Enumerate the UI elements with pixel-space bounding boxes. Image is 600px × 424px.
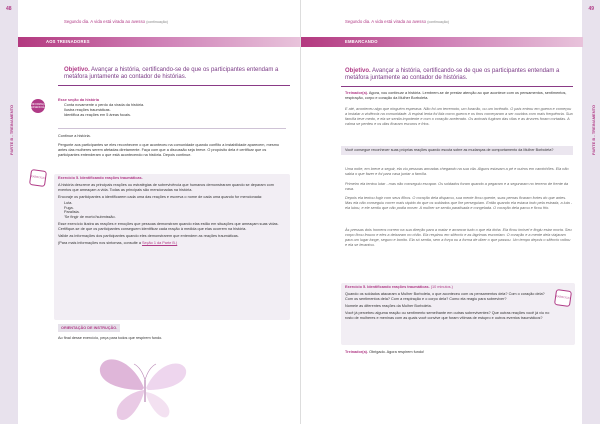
left-sidebar (0, 0, 18, 424)
guidance-chip: ORIENTAÇÃO DE INSTRUÇÃO. (58, 324, 120, 332)
left-page-number: 48 (6, 6, 12, 12)
key-info-block: Esse seção da história Conta novamente o perdo da virada da história. Ilustra reações traumáticas. Identifica as reações em 5 áreas focais. (58, 98, 145, 117)
left-side-label: PARTE B - TREINAMENTO (9, 104, 14, 155)
story-paragraph-1: E até, aconteceu algo que ninguém esperava. Não foi um terremoto, um furacão, ou um incêndio. O país entrou em guerra e começou a instalar a violência na comunidade. A espiral lenta foi lida como guerra e os tiros começaram a ser ouvidos com mais frequência. Sua família teve medo, e ela se sentia impotente e com o coração acelerado. Os animais fugiram das vilas e as árvores foram cortadas. A calma se perdeu e os dias ficaram escuros e frios. (345, 107, 573, 126)
right-band: EMBARCANDO (301, 37, 583, 47)
right-page-number: 49 (588, 6, 594, 12)
right-exercise-content: Exercício 5. Identificando reações traumáticas. (10 minutos.) Quando os soldados atacaram a Mulher Borboleta, o que aconteceu com os pensamentos dela? Com o coração dela? Com os sentimentos dela? Com a respiração e o corpo dela? Como ela reagiu para sobreviver? Nomeie as diferentes reações da Mulher Borboleta. Você já percebeu alguma reação ou sentimento semelhante em outras sobreviventes? Que outras reações você já viu no rosto de mulheres e meninas com as quais você convive que foram vítimas de estupro e outros eventos traumáticos? (345, 285, 550, 320)
right-page (300, 0, 600, 424)
left-objective-rule (58, 85, 290, 86)
left-paragraph-2: Pergunte aos participantes se eles reconhecem o que aconteceu na comunidade quando conflito a instabilidade aparecem, mesmo antes das mulheres serem afetadas diretamente. Faça com que a discussão seja breve. O propósito dela é certificar que os participantes entenderam o que está acontecendo na história. Depois continue. (58, 143, 279, 157)
right-side-label: PARTE B - TREINAMENTO (591, 104, 596, 155)
right-sidebar (582, 0, 600, 424)
story-paragraph-4: Depois ela tentou fugir com seus filhos. O coração dela disparou, sua mente ficou quente, suas pernas ficaram fortes do que antes. Mas ela não conseguiu correr mais rápido do que os soldados que lhe perseguiam. Então quando ela estava indo pela estrada, a luta - ela lutou, e ele sentiu que não podia mover. A mulher se sentiu paralisada e congelada. O coração dela parou e ficou frio. (345, 196, 573, 210)
right-objective-rule (341, 86, 573, 87)
story-paragraph-2: Uma noite, em breve a seguir, ela viu pessoas armadas chegando na sua vila. Alguns estavam a pé e outros em caminhões. Ela não sabia o que fazer e foi para casa juntar a família. (345, 167, 569, 176)
divider (58, 128, 286, 129)
right-running-head: Segundo dia. A vida está virada ao avesso (continuação) (345, 19, 449, 24)
exercise-content: Exercício 5. Identificando reações traumáticas. A história descreve as principais reações ou estratégias de sobrevivência que humanos demonstraram quando se deparam com eventos que ameaçam a vida. Todas as principais são mencionadas na história. Encoraje os participantes a identificarem cada uma das reações e escreva o nome de cada uma quando for mencionada: Luta. Fuga. Paralisia. 'Se fingir de morto'/submissão. Esse exercício ilustra as reações e emoções que pessoas demonstram quando elas estão em situações que ameaçam suas vidas. Certifique-se de que os participantes conseguem identificar cada reação à medida que elas ocorrem na história. Valide as informações dos participantes quando eles demonstrarem que entendem as reações traumáticas. (Para mais informações nos sintomas, consulte a Seção 1 da Parte B.) (58, 176, 279, 245)
left-objective: Objetivo. Avançar a história, certificando-se de que os participantes entendam a metáfora juntamente ao contador de histórias. (64, 67, 279, 80)
right-closing: Treinador(a). Obrigado. Agora respirem fundo! (345, 350, 425, 354)
trainer-intro: Treinador(a). Agora, vou continuar a história. Lembrem-se de prestar atenção ao que acontece com os pensamentos, sentimentos, respiração, corpo e coração da Mulher Borboleta. (345, 91, 567, 100)
butterfly-illustration (98, 352, 190, 424)
right-exercise-icon: EXERCÍCIO (554, 289, 572, 307)
reflection-question: Você consegue reconhecer suas próprias reações quando escuta sobre as mudanças de comportamento da Mulher Borboleta? (341, 146, 573, 155)
left-closing: Ao final desse exercício, peça para todos que respirem fundo. (58, 336, 163, 340)
exercise-icon: EXERCÍCIO (29, 169, 47, 187)
left-running-head: Segundo dia. A vida está virada ao avesso (continuação) (64, 19, 168, 24)
left-paragraph-1: Continue a história. (58, 134, 91, 138)
right-objective: Objetivo. Avançar a história, certificando-se de que os participantes entendam a metáfora juntamente ao contador de histórias. (345, 68, 560, 81)
story-paragraph-5: Às pressas dois homens correm na sua direção para a matar e arrancar tudo o que ela tinha. Ela ficou imóvel e fingiu estar morta. Seu corpo ficou frouxo e eles a deixaram no chão. Ela respirou em silêncio e as lágrimas escorriam. O coração e a mente dela viajaram para um lugar longe, seguro e bonito. Ela só sentia, sem a força ou a forma de dizer o que passou. Um tempo depois o silêncio voltou e ela se levantou. (345, 228, 572, 247)
story-paragraph-3: Primeiro ela tentou lutar - mas não conseguiu escapar. Os soldados foram quando a pegaram e a seguraram no terreno de frente da casa. (345, 182, 569, 191)
key-info-icon: INFORMAÇÃO ESSENCIAL (31, 99, 45, 113)
left-band: AOS TREINADORES (18, 37, 300, 47)
